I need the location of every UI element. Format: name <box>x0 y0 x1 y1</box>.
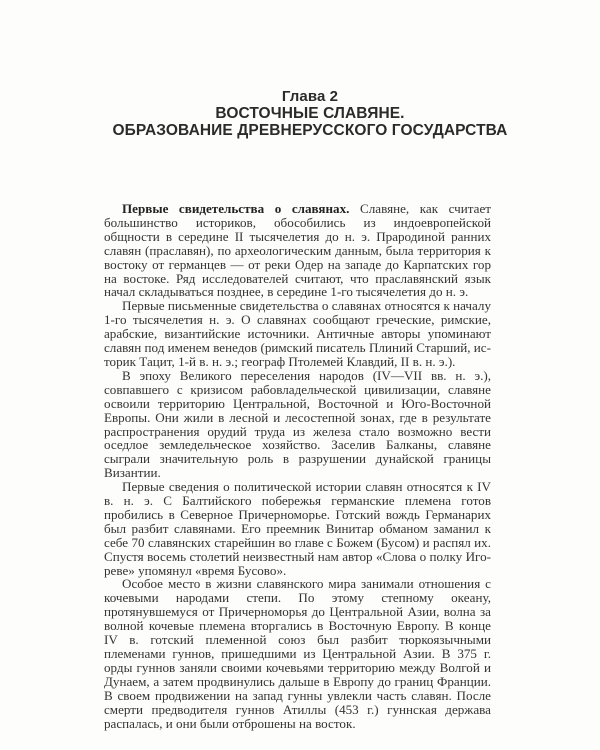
paragraph-text: Первые сведения о политической истории славян относятся к IV в. н. э. С Балтийского побережья германские племена готов пробились в Северное Причерноморье. Готский вождь Германарих был разбит славянами. Его преемник Винитар обманом заманил к себе 70 славянских старейшин во главе с Божем (Бусом) и распял их. Спустя восемь столетий неизвестный нам автор «Слова о полку Игореве» упомянул «время Бусово». <box>104 479 491 578</box>
paragraph-text: Первые письменные свидетельства о славянах относятся к началу 1-го тысячелетия н. э. О славянах сообщают греческие, римские, арабские, византийские источники. Античные авторы упоминают славян под именем венедов (римский писатель Плиний Старший, историк Тацит, 1-й в. н. э.; географ Птолемей Клавдий, II в. н. э.). <box>104 298 491 369</box>
paragraph <box>104 299 491 369</box>
paragraph <box>104 480 491 577</box>
paragraph <box>104 369 491 480</box>
paragraph-text: Особое место в жизни славянского мира занимали отношения с кочевыми народами степи. По этому степному океану, протянувшемуся от Причерноморья до Центральной Азии, волна за волной кочевые племена вторгались в Восточную Европу. В конце IV в. готский племенной союз был разбит тюркоязычными племенами гуннов, пришедшими из Центральной Азии. В 375 г. орды гуннов заняли своими кочевьями территорию между Волгой и Дунаем, а затем продвинулись дальше в Европу до границ Франции. В своем продвижении на запад гунны увлекли часть славян. После смерти предводителя гуннов Атиллы (453 г.) гуннская держава распалась, и они были отброшены на восток. <box>104 576 491 731</box>
chapter-body <box>104 202 491 730</box>
paragraph-text: Славяне, как считает большинство историков, обособились из индоевропейской общности в середине II тысячелетия до н. э. Прародиной ранних славян (праславян), по археологическим данным, была территория к востоку от германцев — от реки Одер на западе до Карпатских гор на востоке. Ряд исследователей считают, что праславянский язык начал складываться позднее, в середине 1-го тысячелетия до н. э. <box>104 201 492 300</box>
section-lead: Первые свидетельства о славянах. <box>122 201 350 216</box>
paragraph-text: В эпоху Великого переселения народов (IV—VII вв. н. э.), совпавшего с кризисом рабовладельческой цивилизации, славяне освоили территорию Центральной, Восточной и Юго-Восточной Европы. Они жили в лесной и лесостепной зонах, где в результате распространения орудий труда из железа стало возможно вести оседлое земледельческое хозяйство. Заселив Балканы, славяне сыграли значительную роль в разрушении дунайской границы Византии. <box>104 367 491 481</box>
chapter-title-line-1: ВОСТОЧНЫЕ СЛАВЯНЕ. <box>215 105 405 122</box>
chapter-number: Глава 2 <box>281 88 339 105</box>
chapter-heading <box>100 88 520 139</box>
chapter-title-line-2: ОБРАЗОВАНИЕ ДРЕВНЕРУССКОГО ГОСУДАРСТВА <box>112 122 508 139</box>
paragraph <box>104 202 491 299</box>
paragraph <box>104 577 491 730</box>
